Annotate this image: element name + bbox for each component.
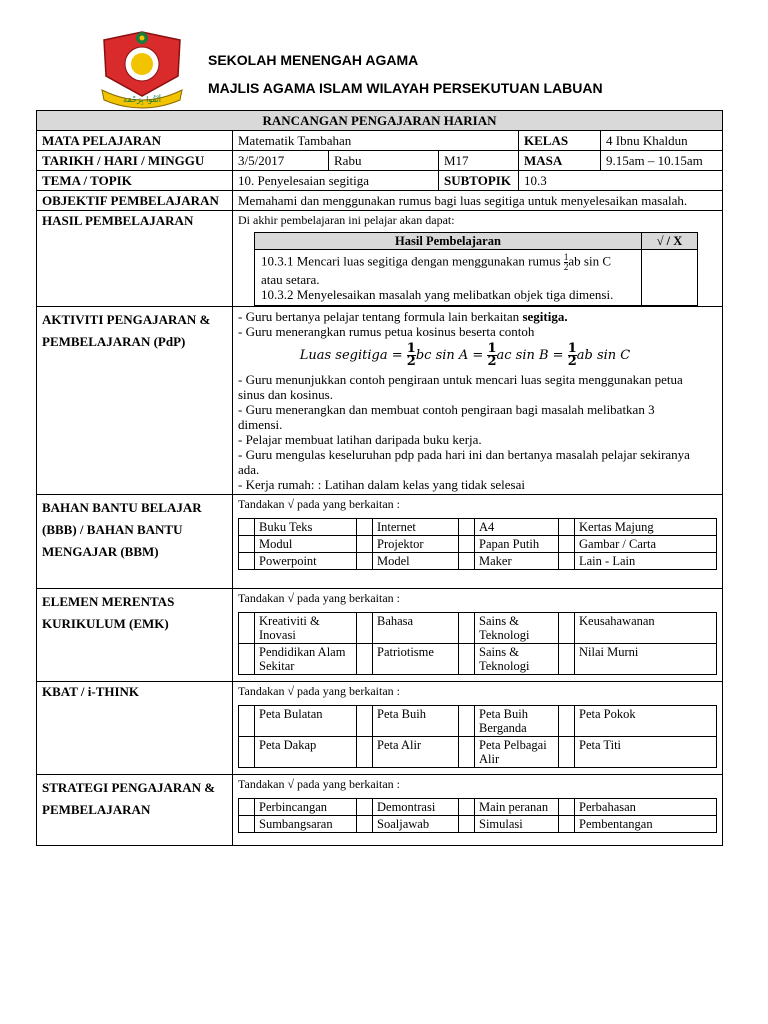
tema-value: 10. Penyelesaian segitiga (233, 171, 439, 191)
checklist-row (239, 737, 717, 768)
aktiviti-item-2: - Guru menerangkan rumus petua kosinus beserta contoh (238, 324, 535, 339)
checklist-option-label: Model (373, 553, 459, 570)
objektif-value: Memahami dan menggunakan rumus bagi luas segitiga untuk menyelesaikan masalah. (233, 191, 723, 211)
checklist-option-label: Internet (373, 519, 459, 536)
hari-value: Rabu (329, 151, 439, 171)
checklist-checkbox[interactable] (239, 613, 255, 644)
aktiviti-label-2: PEMBELAJARAN (PdP) (42, 334, 186, 349)
checklist-checkbox[interactable] (357, 706, 373, 737)
checklist-row (239, 816, 717, 833)
checklist-option-label: Kreativiti & Inovasi (255, 613, 357, 644)
mata-pelajaran-label: MATA PELAJARAN (37, 131, 233, 151)
checklist-checkbox[interactable] (239, 706, 255, 737)
kbat-checklist (238, 705, 717, 768)
checklist-row (239, 644, 717, 675)
hasil-tick-cell[interactable] (642, 250, 698, 306)
checklist-checkbox[interactable] (239, 816, 255, 833)
strategi-label-1: STRATEGI PENGAJARAN & (42, 780, 216, 795)
logo-motto: أتْقُوا بِرَحْمَة (123, 95, 161, 104)
kbat-instruction: Tandakan √ pada yang berkaitan : (238, 684, 401, 698)
checklist-option-label: Kertas Majung (575, 519, 717, 536)
checklist-option-label: Peta Alir (373, 737, 459, 768)
organisation-name: MAJLIS AGAMA ISLAM WILAYAH PERSEKUTUAN LABUAN (208, 80, 603, 96)
checklist-option-label: Pembentangan (575, 816, 717, 833)
subtopik-value: 10.3 (519, 171, 723, 191)
checklist-row (239, 553, 717, 570)
lesson-plan-table (36, 110, 723, 846)
checklist-option-label: Sains & Teknologi (475, 613, 559, 644)
checklist-checkbox[interactable] (239, 737, 255, 768)
checklist-option-label: Maker (475, 553, 559, 570)
checklist-option-label: Simulasi (475, 816, 559, 833)
hasil-item-1-cont: atau setara. (261, 272, 320, 287)
checklist-checkbox[interactable] (239, 644, 255, 675)
checklist-option-label: Perbincangan (255, 799, 357, 816)
aktiviti-item-6: - Guru mengulas keseluruhan pdp pada hari ini dan bertanya masalah pelajar sekiranya ada. (238, 447, 690, 477)
checklist-option-label: Peta Pelbagai Alir (475, 737, 559, 768)
checklist-option-label: Nilai Murni (575, 644, 717, 675)
tarikh-label: TARIKH / HARI / MINGGU (37, 151, 233, 171)
emk-checklist (238, 612, 717, 675)
checklist-checkbox[interactable] (459, 799, 475, 816)
checklist-checkbox[interactable] (239, 553, 255, 570)
checklist-row (239, 706, 717, 737)
checklist-option-label: Soaljawab (373, 816, 459, 833)
checklist-option-label: Peta Buih (373, 706, 459, 737)
checklist-checkbox[interactable] (459, 816, 475, 833)
aktiviti-label-1: AKTIVITI PENGAJARAN & (42, 312, 211, 327)
strategi-label-2: PEMBELAJARAN (42, 802, 151, 817)
checklist-option-label: A4 (475, 519, 559, 536)
checklist-option-label: Powerpoint (255, 553, 357, 570)
checklist-checkbox[interactable] (239, 519, 255, 536)
checklist-option-label: Papan Putih (475, 536, 559, 553)
checklist-checkbox[interactable] (357, 816, 373, 833)
checklist-checkbox[interactable] (459, 553, 475, 570)
checklist-checkbox[interactable] (559, 799, 575, 816)
kbat-label: KBAT / i-THINK (37, 682, 233, 775)
area-formula: Luas segitiga = $\frac{1}{2}$ bc sin A = $\frac{1}{2}$ ac sin B = $\frac{1}{2}$ ab sin C (299, 341, 631, 369)
form-title: RANCANGAN PENGAJARAN HARIAN (37, 111, 723, 131)
checklist-checkbox[interactable] (239, 799, 255, 816)
school-name: SEKOLAH MENENGAH AGAMA (208, 52, 419, 68)
minggu-value: M17 (439, 151, 519, 171)
checklist-option-label: Main peranan (475, 799, 559, 816)
checklist-checkbox[interactable] (559, 613, 575, 644)
checklist-checkbox[interactable] (559, 706, 575, 737)
tema-label: TEMA / TOPIK (37, 171, 233, 191)
tarikh-value: 3/5/2017 (233, 151, 329, 171)
checklist-option-label: Patriotisme (373, 644, 459, 675)
strategi-instruction: Tandakan √ pada yang berkaitan : (238, 777, 401, 791)
checklist-checkbox[interactable] (459, 519, 475, 536)
aktiviti-item-4: - Guru menerangkan dan membuat contoh pengiraan bagi masalah melibatkan 3 dimensi. (238, 402, 655, 432)
checklist-option-label: Peta Dakap (255, 737, 357, 768)
checklist-checkbox[interactable] (459, 644, 475, 675)
checklist-checkbox[interactable] (357, 737, 373, 768)
hasil-fraction: $\frac{1}{2}$ (563, 252, 569, 272)
emk-label-1: ELEMEN MERENTAS (42, 594, 175, 609)
checklist-option-label: Peta Bulatan (255, 706, 357, 737)
checklist-option-label: Lain - Lain (575, 553, 717, 570)
hasil-table (254, 232, 698, 306)
checklist-option-label: Modul (255, 536, 357, 553)
hasil-item-1: 10.3.1 Mencari luas segitiga dengan menggunakan rumus $\frac{1}{2}$ ab sin C (261, 252, 612, 272)
checklist-checkbox[interactable] (239, 536, 255, 553)
checklist-checkbox[interactable] (559, 536, 575, 553)
checklist-checkbox[interactable] (357, 644, 373, 675)
aktiviti-item-3: - Guru menunjukkan contoh pengiraan untuk mencari luas segita menggunakan petua sinus dan kosinus. (238, 372, 683, 402)
bbb-instruction: Tandakan √ pada yang berkaitan : (238, 497, 401, 511)
school-crest-icon (96, 26, 188, 110)
aktiviti-item-5: - Pelajar membuat latihan daripada buku kerja. (238, 432, 482, 447)
bbb-label-1: BAHAN BANTU BELAJAR (42, 500, 202, 515)
checklist-checkbox[interactable] (559, 644, 575, 675)
strategi-checklist (238, 798, 717, 833)
emk-instruction: Tandakan √ pada yang berkaitan : (238, 591, 401, 605)
checklist-option-label: Projektor (373, 536, 459, 553)
checklist-checkbox[interactable] (357, 519, 373, 536)
checklist-option-label: Bahasa (373, 613, 459, 644)
checklist-checkbox[interactable] (357, 799, 373, 816)
checklist-checkbox[interactable] (459, 706, 475, 737)
hasil-label: HASIL PEMBELAJARAN (37, 211, 233, 307)
checklist-checkbox[interactable] (559, 816, 575, 833)
checklist-checkbox[interactable] (357, 536, 373, 553)
checklist-checkbox[interactable] (459, 737, 475, 768)
bbb-label-3: MENGAJAR (BBM) (42, 544, 159, 559)
checklist-option-label: Keusahawanan (575, 613, 717, 644)
checklist-option-label: Demontrasi (373, 799, 459, 816)
kelas-value: 4 Ibnu Khaldun (601, 131, 723, 151)
checklist-checkbox[interactable] (357, 553, 373, 570)
checklist-option-label: Peta Buih Berganda (475, 706, 559, 737)
bbb-checklist (238, 518, 717, 570)
checklist-row (239, 613, 717, 644)
checklist-checkbox[interactable] (459, 536, 475, 553)
checklist-checkbox[interactable] (459, 613, 475, 644)
hasil-table-head: Hasil Pembelajaran (255, 233, 642, 250)
hasil-table-tick-head: √ / X (642, 233, 698, 250)
checklist-option-label: Buku Teks (255, 519, 357, 536)
masa-label: MASA (519, 151, 601, 171)
checklist-row (239, 536, 717, 553)
checklist-checkbox[interactable] (559, 553, 575, 570)
checklist-option-label: Sains & Teknologi (475, 644, 559, 675)
checklist-checkbox[interactable] (559, 737, 575, 768)
objektif-label: OBJEKTIF PEMBELAJARAN (37, 191, 233, 211)
mata-pelajaran-value: Matematik Tambahan (233, 131, 519, 151)
masa-value: 9.15am – 10.15am (601, 151, 723, 171)
subtopik-label: SUBTOPIK (439, 171, 519, 191)
checklist-checkbox[interactable] (559, 519, 575, 536)
checklist-option-label: Perbahasan (575, 799, 717, 816)
aktiviti-item-1: - Guru bertanya pelajar tentang formula lain berkaitan segitiga. (238, 309, 568, 324)
hasil-item-2: 10.3.2 Menyelesaikan masalah yang melibatkan objek tiga dimensi. (261, 287, 614, 302)
bbb-label-2: (BBB) / BAHAN BANTU (42, 522, 183, 537)
checklist-option-label: Peta Titi (575, 737, 717, 768)
kelas-label: KELAS (519, 131, 601, 151)
hasil-intro: Di akhir pembelajaran ini pelajar akan dapat: (238, 213, 455, 227)
aktiviti-item-7: - Kerja rumah: : Latihan dalam kelas yang tidak selesai (238, 477, 525, 492)
checklist-option-label: Pendidikan Alam Sekitar (255, 644, 357, 675)
checklist-row (239, 519, 717, 536)
emk-label-2: KURIKULUM (EMK) (42, 616, 169, 631)
checklist-option-label: Sumbangsaran (255, 816, 357, 833)
checklist-option-label: Gambar / Carta (575, 536, 717, 553)
checklist-row (239, 799, 717, 816)
checklist-option-label: Peta Pokok (575, 706, 717, 737)
checklist-checkbox[interactable] (357, 613, 373, 644)
